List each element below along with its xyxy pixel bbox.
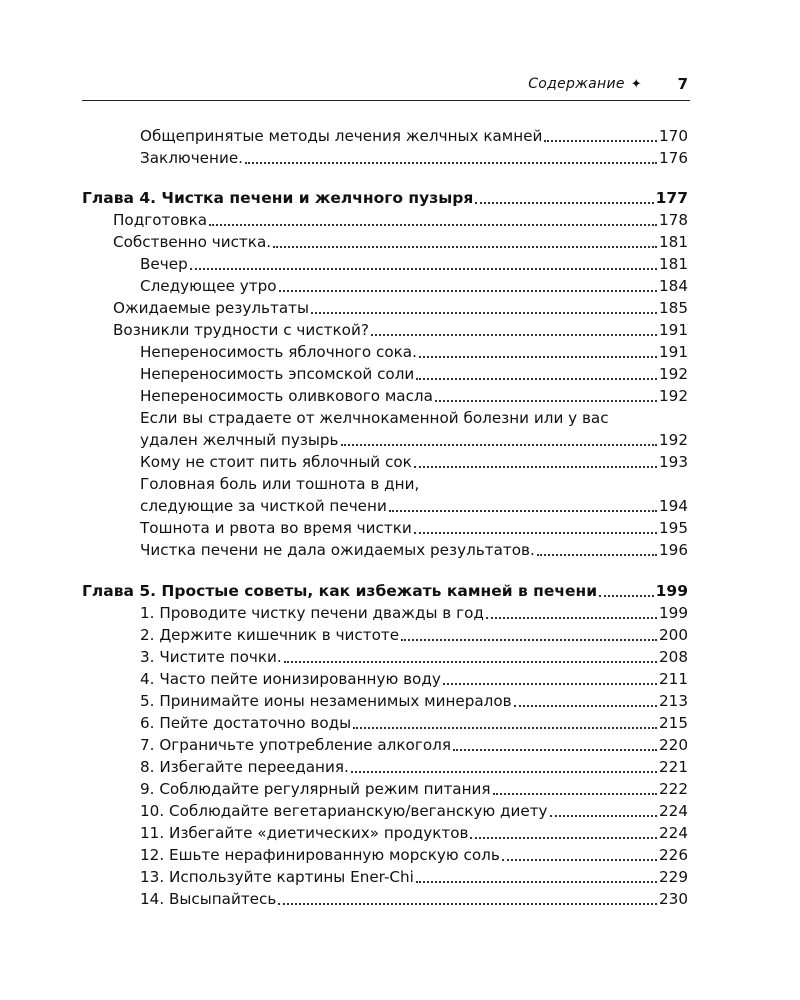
toc-entry[interactable]: 2. Держите кишечник в чистоте 200 <box>140 626 688 644</box>
toc-entry[interactable]: 7. Ограничьте употребление алкоголя 220 <box>140 736 688 754</box>
toc-entry[interactable]: Кому не стоит пить яблочный сок 193 <box>140 453 688 471</box>
page-number: 7 <box>677 75 688 93</box>
toc-entry[interactable]: 14. Высыпайтесь 230 <box>140 890 688 908</box>
toc-entry[interactable]: Возникли трудности с чисткой? 191 <box>113 321 688 339</box>
toc-entry[interactable]: Ожидаемые результаты 185 <box>113 299 688 317</box>
toc-entry[interactable]: 8. Избегайте переедания. 221 <box>140 758 688 776</box>
toc-entry[interactable]: 9. Соблюдайте регулярный режим питания 222 <box>140 780 688 798</box>
toc-entry[interactable]: Следующее утро 184 <box>140 277 688 295</box>
table-of-contents <box>82 125 688 910</box>
toc-entry[interactable]: Если вы страдаете от желчнокаменной болезни или у вас удален желчный пузырь 192 <box>140 409 688 449</box>
toc-entry[interactable]: Непереносимость эпсомской соли 192 <box>140 365 688 383</box>
toc-entry[interactable]: Непереносимость яблочного сока. 191 <box>140 343 688 361</box>
toc-entry[interactable]: 12. Ешьте нерафинированную морскую соль 226 <box>140 846 688 864</box>
toc-entry[interactable]: Головная боль или тошнота в дни, следующие за чисткой печени 194 <box>140 475 688 515</box>
toc-entry[interactable]: Подготовка 178 <box>113 211 688 229</box>
running-title: Содержание ✦ <box>528 76 642 92</box>
page-header <box>82 72 690 101</box>
toc-entry[interactable]: Собственно чистка. 181 <box>113 233 688 251</box>
toc-entry[interactable]: 10. Соблюдайте вегетарианскую/веганскую диету 224 <box>140 802 688 820</box>
toc-entry[interactable]: 11. Избегайте «диетических» продуктов 224 <box>140 824 688 842</box>
toc-entry[interactable]: 3. Чистите почки. 208 <box>140 648 688 666</box>
toc-entry[interactable]: 1. Проводите чистку печени дважды в год 199 <box>140 604 688 622</box>
toc-entry[interactable]: 13. Используйте картины Ener-Chi 229 <box>140 868 688 886</box>
toc-chapter-4[interactable]: Глава 4. Чистка печени и желчного пузыря 177 <box>82 189 688 207</box>
toc-entry[interactable]: Общепринятые методы лечения желчных камней 170 <box>140 127 688 145</box>
toc-entry[interactable]: 6. Пейте достаточно воды 215 <box>140 714 688 732</box>
toc-entry[interactable]: 5. Принимайте ионы незаменимых минералов 213 <box>140 692 688 710</box>
toc-entry[interactable]: 4. Часто пейте ионизированную воду 211 <box>140 670 688 688</box>
toc-entry[interactable]: Чистка печени не дала ожидаемых результатов. 196 <box>140 541 688 559</box>
toc-entry[interactable]: Непереносимость оливкового масла 192 <box>140 387 688 405</box>
toc-entry[interactable]: Заключение. 176 <box>140 149 688 167</box>
star-ornament-icon: ✦ <box>630 77 642 92</box>
toc-entry[interactable]: Тошнота и рвота во время чистки 195 <box>140 519 688 537</box>
toc-chapter-5[interactable]: Глава 5. Простые советы, как избежать камней в печени 199 <box>82 582 688 600</box>
toc-entry[interactable]: Вечер 181 <box>140 255 688 273</box>
